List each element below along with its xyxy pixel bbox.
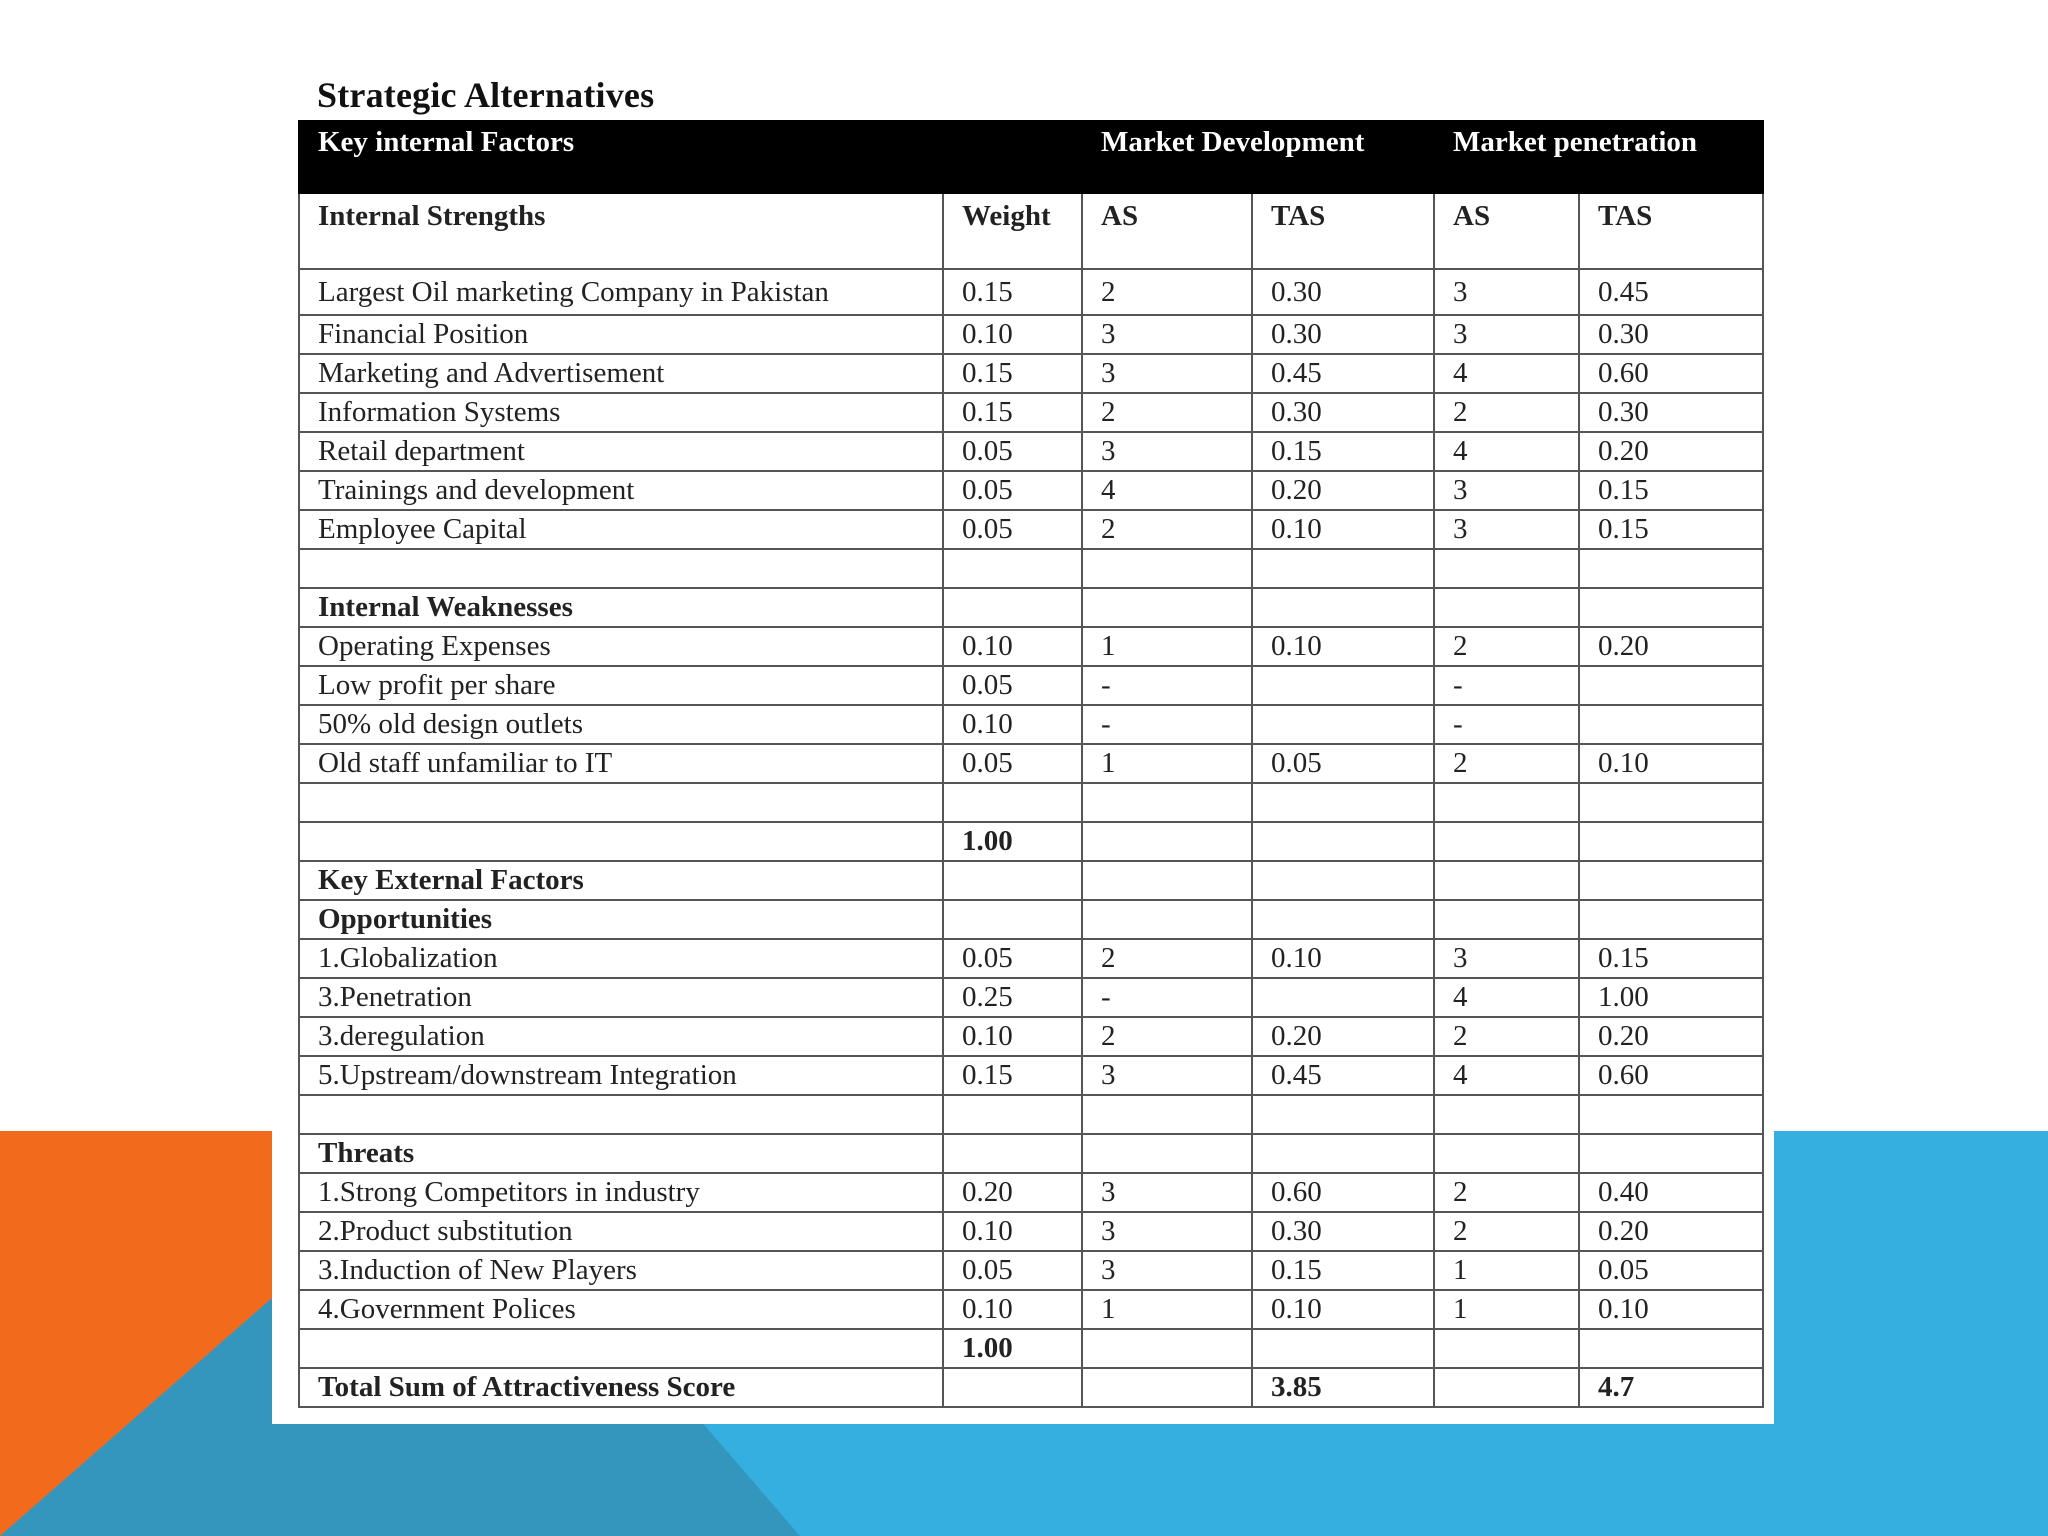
- cell-factor: [299, 822, 943, 861]
- table-row: [299, 510, 1763, 549]
- cell-factor: 5.Upstream/downstream Integration: [299, 1056, 943, 1095]
- cell-tas-penetration: [1579, 783, 1763, 822]
- cell-as-penetration: 3: [1434, 939, 1579, 978]
- cell-tas-development: [1252, 588, 1434, 627]
- cell-tas-penetration: [1579, 861, 1763, 900]
- cell-tas-penetration: 4.7: [1579, 1368, 1763, 1407]
- cell-as-development: 2: [1082, 1017, 1252, 1056]
- cell-tas-penetration: 0.30: [1579, 393, 1763, 432]
- table-row: [299, 822, 1763, 861]
- table-row: [299, 432, 1763, 471]
- cell-tas-penetration: 0.45: [1579, 269, 1763, 315]
- cell-as-penetration: [1434, 861, 1579, 900]
- cell-as-penetration: [1434, 549, 1579, 588]
- cell-weight: [943, 549, 1082, 588]
- cell-factor: Operating Expenses: [299, 627, 943, 666]
- cell-weight: 0.15: [943, 393, 1082, 432]
- header-market-penetration: Market penetration: [1434, 121, 1763, 193]
- cell-factor: 3.Induction of New Players: [299, 1251, 943, 1290]
- cell-tas-development: [1252, 783, 1434, 822]
- document-title: Strategic Alternatives: [317, 75, 655, 115]
- table-row: [299, 1095, 1763, 1134]
- table-subheader-row: [299, 193, 1763, 269]
- cell-tas-penetration: [1579, 1329, 1763, 1368]
- cell-as-development: 2: [1082, 510, 1252, 549]
- cell-weight: 0.25: [943, 978, 1082, 1017]
- cell-as-development: 3: [1082, 354, 1252, 393]
- cell-factor: Key External Factors: [299, 861, 943, 900]
- cell-weight: 0.10: [943, 315, 1082, 354]
- cell-as-development: [1082, 822, 1252, 861]
- cell-tas-development: 0.05: [1252, 744, 1434, 783]
- subheader-tas-penetration: TAS: [1579, 193, 1763, 269]
- cell-factor: Total Sum of Attractiveness Score: [299, 1368, 943, 1407]
- cell-as-development: [1082, 900, 1252, 939]
- cell-as-penetration: [1434, 1134, 1579, 1173]
- cell-weight: [943, 588, 1082, 627]
- cell-tas-penetration: 0.05: [1579, 1251, 1763, 1290]
- table-row: [299, 900, 1763, 939]
- cell-as-penetration: 3: [1434, 315, 1579, 354]
- cell-weight: [943, 1368, 1082, 1407]
- table-row: [299, 1173, 1763, 1212]
- cell-tas-development: [1252, 1095, 1434, 1134]
- cell-tas-development: 3.85: [1252, 1368, 1434, 1407]
- table-row: [299, 939, 1763, 978]
- cell-weight: [943, 1095, 1082, 1134]
- cell-weight: [943, 1134, 1082, 1173]
- cell-factor: Threats: [299, 1134, 943, 1173]
- cell-tas-penetration: 0.15: [1579, 939, 1763, 978]
- cell-tas-penetration: 0.60: [1579, 354, 1763, 393]
- header-market-development: Market Development: [1082, 121, 1434, 193]
- cell-as-development: 3: [1082, 1173, 1252, 1212]
- cell-tas-penetration: 0.10: [1579, 1290, 1763, 1329]
- qspm-table: [298, 120, 1764, 1408]
- cell-weight: 0.15: [943, 1056, 1082, 1095]
- cell-as-penetration: 4: [1434, 432, 1579, 471]
- cell-as-development: 3: [1082, 1251, 1252, 1290]
- cell-weight: 0.05: [943, 510, 1082, 549]
- table-row: [299, 705, 1763, 744]
- table-row: [299, 1134, 1763, 1173]
- cell-factor: Retail department: [299, 432, 943, 471]
- cell-weight: 0.10: [943, 1017, 1082, 1056]
- cell-tas-penetration: [1579, 549, 1763, 588]
- subheader-weight: Weight: [943, 193, 1082, 269]
- cell-factor: 2.Product substitution: [299, 1212, 943, 1251]
- cell-as-penetration: 2: [1434, 1173, 1579, 1212]
- cell-factor: Internal Weaknesses: [299, 588, 943, 627]
- table-row: [299, 627, 1763, 666]
- cell-tas-penetration: 0.20: [1579, 1212, 1763, 1251]
- subheader-internal-strengths: Internal Strengths: [299, 193, 943, 269]
- cell-weight: 0.05: [943, 1251, 1082, 1290]
- cell-tas-development: 0.10: [1252, 939, 1434, 978]
- cell-factor: Trainings and development: [299, 471, 943, 510]
- cell-as-development: [1082, 1095, 1252, 1134]
- cell-as-development: -: [1082, 666, 1252, 705]
- table-row: [299, 1056, 1763, 1095]
- cell-tas-penetration: [1579, 822, 1763, 861]
- cell-tas-development: 0.30: [1252, 315, 1434, 354]
- cell-weight: [943, 861, 1082, 900]
- cell-as-penetration: 4: [1434, 354, 1579, 393]
- cell-tas-development: [1252, 978, 1434, 1017]
- cell-tas-development: [1252, 861, 1434, 900]
- cell-tas-penetration: 0.10: [1579, 744, 1763, 783]
- cell-as-development: 3: [1082, 432, 1252, 471]
- cell-tas-penetration: 1.00: [1579, 978, 1763, 1017]
- cell-as-development: 1: [1082, 627, 1252, 666]
- cell-as-penetration: [1434, 588, 1579, 627]
- table-row: [299, 978, 1763, 1017]
- cell-tas-development: [1252, 1134, 1434, 1173]
- table-row: [299, 1212, 1763, 1251]
- subheader-tas-development: TAS: [1252, 193, 1434, 269]
- cell-tas-development: [1252, 666, 1434, 705]
- cell-as-development: 1: [1082, 1290, 1252, 1329]
- table-header-band: [299, 121, 1763, 193]
- cell-tas-penetration: 0.20: [1579, 432, 1763, 471]
- cell-as-penetration: 3: [1434, 510, 1579, 549]
- document-image: [272, 72, 1774, 1424]
- cell-factor: 1.Globalization: [299, 939, 943, 978]
- cell-factor: 50% old design outlets: [299, 705, 943, 744]
- cell-weight: 0.10: [943, 627, 1082, 666]
- cell-tas-development: 0.15: [1252, 432, 1434, 471]
- cell-as-development: 4: [1082, 471, 1252, 510]
- cell-as-development: 2: [1082, 269, 1252, 315]
- cell-weight: 0.05: [943, 939, 1082, 978]
- cell-as-penetration: 3: [1434, 471, 1579, 510]
- cell-weight: 0.15: [943, 354, 1082, 393]
- table-row: [299, 1329, 1763, 1368]
- cell-tas-development: 0.30: [1252, 269, 1434, 315]
- cell-factor: Information Systems: [299, 393, 943, 432]
- cell-weight: [943, 900, 1082, 939]
- cell-tas-penetration: 0.60: [1579, 1056, 1763, 1095]
- cell-tas-penetration: 0.40: [1579, 1173, 1763, 1212]
- cell-as-development: 3: [1082, 1056, 1252, 1095]
- cell-tas-development: 0.20: [1252, 1017, 1434, 1056]
- cell-tas-penetration: 0.15: [1579, 471, 1763, 510]
- table-row: [299, 393, 1763, 432]
- cell-weight: 0.05: [943, 666, 1082, 705]
- cell-as-penetration: 1: [1434, 1290, 1579, 1329]
- cell-as-penetration: -: [1434, 666, 1579, 705]
- cell-factor: Employee Capital: [299, 510, 943, 549]
- cell-tas-development: 0.10: [1252, 510, 1434, 549]
- cell-factor: 4.Government Polices: [299, 1290, 943, 1329]
- subheader-as-penetration: AS: [1434, 193, 1579, 269]
- cell-factor: Old staff unfamiliar to IT: [299, 744, 943, 783]
- cell-as-penetration: [1434, 1329, 1579, 1368]
- cell-tas-development: 0.30: [1252, 393, 1434, 432]
- cell-factor: 1.Strong Competitors in industry: [299, 1173, 943, 1212]
- cell-tas-development: 0.30: [1252, 1212, 1434, 1251]
- table-row: [299, 666, 1763, 705]
- table-row: [299, 269, 1763, 315]
- cell-weight: [943, 783, 1082, 822]
- cell-as-penetration: 2: [1434, 1212, 1579, 1251]
- cell-tas-development: 0.15: [1252, 1251, 1434, 1290]
- table-row: [299, 1290, 1763, 1329]
- table-row: [299, 1251, 1763, 1290]
- cell-as-development: [1082, 1329, 1252, 1368]
- cell-weight: 1.00: [943, 1329, 1082, 1368]
- cell-tas-penetration: 0.30: [1579, 315, 1763, 354]
- cell-tas-development: 0.10: [1252, 1290, 1434, 1329]
- cell-weight: 0.10: [943, 705, 1082, 744]
- cell-factor: [299, 783, 943, 822]
- cell-as-development: 3: [1082, 1212, 1252, 1251]
- cell-tas-penetration: 0.20: [1579, 1017, 1763, 1056]
- header-key-internal-factors: Key internal Factors: [299, 121, 1082, 193]
- cell-as-penetration: 3: [1434, 269, 1579, 315]
- cell-as-penetration: 1: [1434, 1251, 1579, 1290]
- cell-tas-development: 0.45: [1252, 354, 1434, 393]
- cell-tas-development: [1252, 549, 1434, 588]
- cell-as-development: [1082, 588, 1252, 627]
- cell-as-penetration: 2: [1434, 1017, 1579, 1056]
- cell-as-penetration: 4: [1434, 978, 1579, 1017]
- cell-as-penetration: [1434, 1368, 1579, 1407]
- table-row: [299, 1017, 1763, 1056]
- cell-factor: Financial Position: [299, 315, 943, 354]
- cell-as-penetration: 2: [1434, 393, 1579, 432]
- cell-weight: 0.10: [943, 1290, 1082, 1329]
- cell-tas-development: 0.45: [1252, 1056, 1434, 1095]
- cell-tas-penetration: [1579, 666, 1763, 705]
- cell-as-development: [1082, 861, 1252, 900]
- cell-as-penetration: [1434, 900, 1579, 939]
- table-row: [299, 1368, 1763, 1407]
- cell-as-development: 1: [1082, 744, 1252, 783]
- cell-factor: Marketing and Advertisement: [299, 354, 943, 393]
- cell-tas-development: [1252, 705, 1434, 744]
- cell-tas-development: [1252, 822, 1434, 861]
- cell-as-penetration: [1434, 783, 1579, 822]
- table-row: [299, 549, 1763, 588]
- cell-tas-penetration: 0.20: [1579, 627, 1763, 666]
- cell-factor: Opportunities: [299, 900, 943, 939]
- table-row: [299, 744, 1763, 783]
- cell-as-development: 3: [1082, 315, 1252, 354]
- cell-tas-development: 0.60: [1252, 1173, 1434, 1212]
- cell-weight: 0.20: [943, 1173, 1082, 1212]
- cell-as-penetration: [1434, 822, 1579, 861]
- cell-factor: [299, 1095, 943, 1134]
- cell-tas-penetration: [1579, 1095, 1763, 1134]
- subheader-as-development: AS: [1082, 193, 1252, 269]
- cell-as-development: [1082, 783, 1252, 822]
- table-row: [299, 471, 1763, 510]
- cell-as-development: [1082, 549, 1252, 588]
- cell-tas-development: [1252, 900, 1434, 939]
- cell-tas-penetration: [1579, 900, 1763, 939]
- cell-factor: Largest Oil marketing Company in Pakistan: [299, 269, 943, 315]
- table-row: [299, 588, 1763, 627]
- cell-tas-development: 0.20: [1252, 471, 1434, 510]
- cell-tas-penetration: 0.15: [1579, 510, 1763, 549]
- cell-weight: 0.05: [943, 432, 1082, 471]
- cell-tas-penetration: [1579, 705, 1763, 744]
- cell-as-development: 2: [1082, 393, 1252, 432]
- cell-tas-development: [1252, 1329, 1434, 1368]
- cell-as-development: [1082, 1368, 1252, 1407]
- cell-as-penetration: 2: [1434, 744, 1579, 783]
- cell-weight: 0.05: [943, 471, 1082, 510]
- cell-as-penetration: 4: [1434, 1056, 1579, 1095]
- cell-weight: 0.05: [943, 744, 1082, 783]
- cell-factor: [299, 549, 943, 588]
- cell-weight: 0.10: [943, 1212, 1082, 1251]
- cell-tas-penetration: [1579, 1134, 1763, 1173]
- cell-as-development: -: [1082, 705, 1252, 744]
- table-row: [299, 783, 1763, 822]
- cell-factor: 3.Penetration: [299, 978, 943, 1017]
- cell-tas-penetration: [1579, 588, 1763, 627]
- cell-as-penetration: [1434, 1095, 1579, 1134]
- cell-tas-development: 0.10: [1252, 627, 1434, 666]
- cell-as-penetration: 2: [1434, 627, 1579, 666]
- table-row: [299, 861, 1763, 900]
- cell-weight: 1.00: [943, 822, 1082, 861]
- cell-weight: 0.15: [943, 269, 1082, 315]
- cell-as-development: [1082, 1134, 1252, 1173]
- cell-as-development: -: [1082, 978, 1252, 1017]
- cell-as-development: 2: [1082, 939, 1252, 978]
- cell-factor: [299, 1329, 943, 1368]
- cell-as-penetration: -: [1434, 705, 1579, 744]
- table-row: [299, 354, 1763, 393]
- table-row: [299, 315, 1763, 354]
- cell-factor: 3.deregulation: [299, 1017, 943, 1056]
- cell-factor: Low profit per share: [299, 666, 943, 705]
